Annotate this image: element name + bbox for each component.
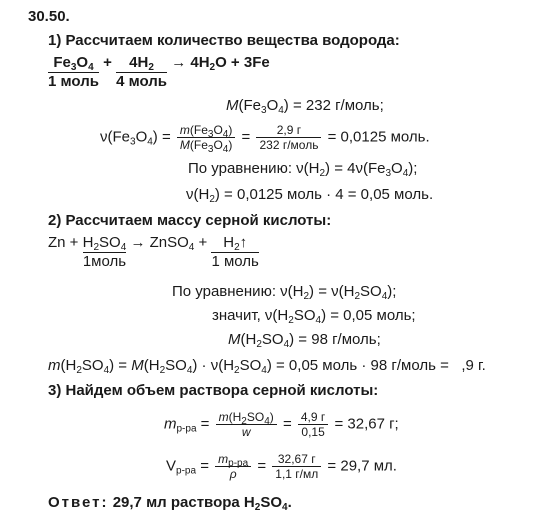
nu-result: = 0,0125 моль.	[327, 128, 430, 146]
v-value-den: 1,1 г/мл	[275, 467, 319, 481]
m-formula-fraction: $\frac{m(H_2SO_4)}{w}$	[216, 410, 277, 439]
nu-formula-fraction: $\frac{m(Fe_3O_4)}{M(Fe_3O_4)}$	[177, 123, 235, 152]
nu-eq-sign: =	[241, 128, 251, 146]
fe3o4-mol: 1 моль	[48, 73, 99, 90]
answer-label: Ответ:	[48, 494, 109, 511]
m-result: = 32,67 г;	[334, 415, 399, 433]
nu-fe3o4-line: $\nu(Fe_3O_4)$ = $\frac{m(Fe_3O_4)}{M(Fe_3O_4)}$ = $\frac{2,9 г}{\text{232 г/моль}}$ = 0,0125 моль.	[100, 123, 430, 155]
v-value-num: 32,67 г	[272, 452, 321, 467]
by-equation-2: По уравнению: $\nu(H_2) = \nu(H_2SO_4)$;	[172, 283, 397, 302]
m-value-fraction	[298, 410, 328, 439]
m-value-den: 0,15	[301, 425, 325, 439]
m-value-num: 4,9 г	[298, 410, 328, 425]
m-formula-den: w	[241, 425, 251, 439]
h2-gas-term: $H_2↑$ 1 моль	[211, 234, 259, 270]
zn-term: Zn +	[48, 234, 79, 251]
problem-number: 30.50.	[28, 8, 70, 25]
h2-term: $4H_2$ 4 моль	[116, 54, 168, 90]
step1-reaction	[48, 54, 270, 91]
molar-mass-h2so4: $M(H_2SO_4) = 98$ г/моль;	[228, 331, 381, 350]
means-line: значит, $\nu(H_2SO_4) = 0,05$ моль;	[212, 307, 416, 326]
by-equation-1: По уравнению: $\nu(H_2) = 4\nu(Fe_3O_4)$;	[188, 160, 418, 179]
h2-mol: 4 моль	[116, 73, 168, 90]
v-formula-fraction: $\frac{m_{р-ра}}{\rho}$	[215, 452, 251, 481]
znso4-term: → ZnSO$_4$ +	[130, 234, 208, 253]
nu-value-fraction	[256, 123, 321, 152]
h2so4-mol: 1моль	[82, 253, 127, 270]
v-result: = 29,7 мл.	[327, 457, 397, 475]
m-solution-line: $m_{р-ра}$ = $\frac{m(H_2SO_4)}{w}$ = $\frac{4,9 г}{0,15}$ = 32,67 г;	[164, 410, 399, 439]
h2-gas-mol: 1 моль	[211, 253, 259, 270]
molar-mass-fe3o4: $M(Fe_3O_4) = 232$ г/моль;	[226, 97, 384, 116]
mass-h2so4: $m(H_2SO_4) = M(H_2SO_4) \cdot \nu(H_2SO_4) = 0,05$ моль · 98 г/моль = ,9 г.	[48, 357, 486, 376]
nu-value-den: 232 г/моль	[259, 138, 319, 152]
answer-line	[48, 494, 292, 512]
reaction-products: → $4H_2O + 3Fe$	[171, 54, 270, 73]
step2-reaction	[48, 234, 259, 271]
v-eq-sign: =	[257, 457, 267, 475]
v-value-fraction	[272, 452, 321, 481]
step1-heading: 1) Рассчитаем количество вещества водорода:	[48, 32, 400, 49]
nu-h2: $\nu(H_2) = 0,0125$ моль · 4 = 0,05 моль.	[186, 186, 434, 205]
answer-text: 29,7 мл раствора $H_2SO_4$.	[112, 494, 292, 513]
v-formula-den: ρ	[229, 467, 237, 481]
fe3o4-term: $Fe_3O_4$ 1 моль	[48, 54, 99, 90]
step2-heading: 2) Рассчитаем массу серной кислоты:	[48, 212, 332, 229]
h2so4-term: $H_2SO_4$ 1моль	[82, 234, 127, 270]
m-eq-sign: =	[282, 415, 292, 433]
plus-sign: +	[103, 54, 112, 71]
nu-value-num: 2,9 г	[256, 123, 321, 138]
step3-heading: 3) Найдем объем раствора серной кислоты:	[48, 382, 379, 399]
v-solution-line: $V_{р-ра}$ = $\frac{m_{р-ра}}{\rho}$ = $\frac{32,67 г}{1,1 г/мл}$ = 29,7 мл.	[166, 452, 397, 481]
